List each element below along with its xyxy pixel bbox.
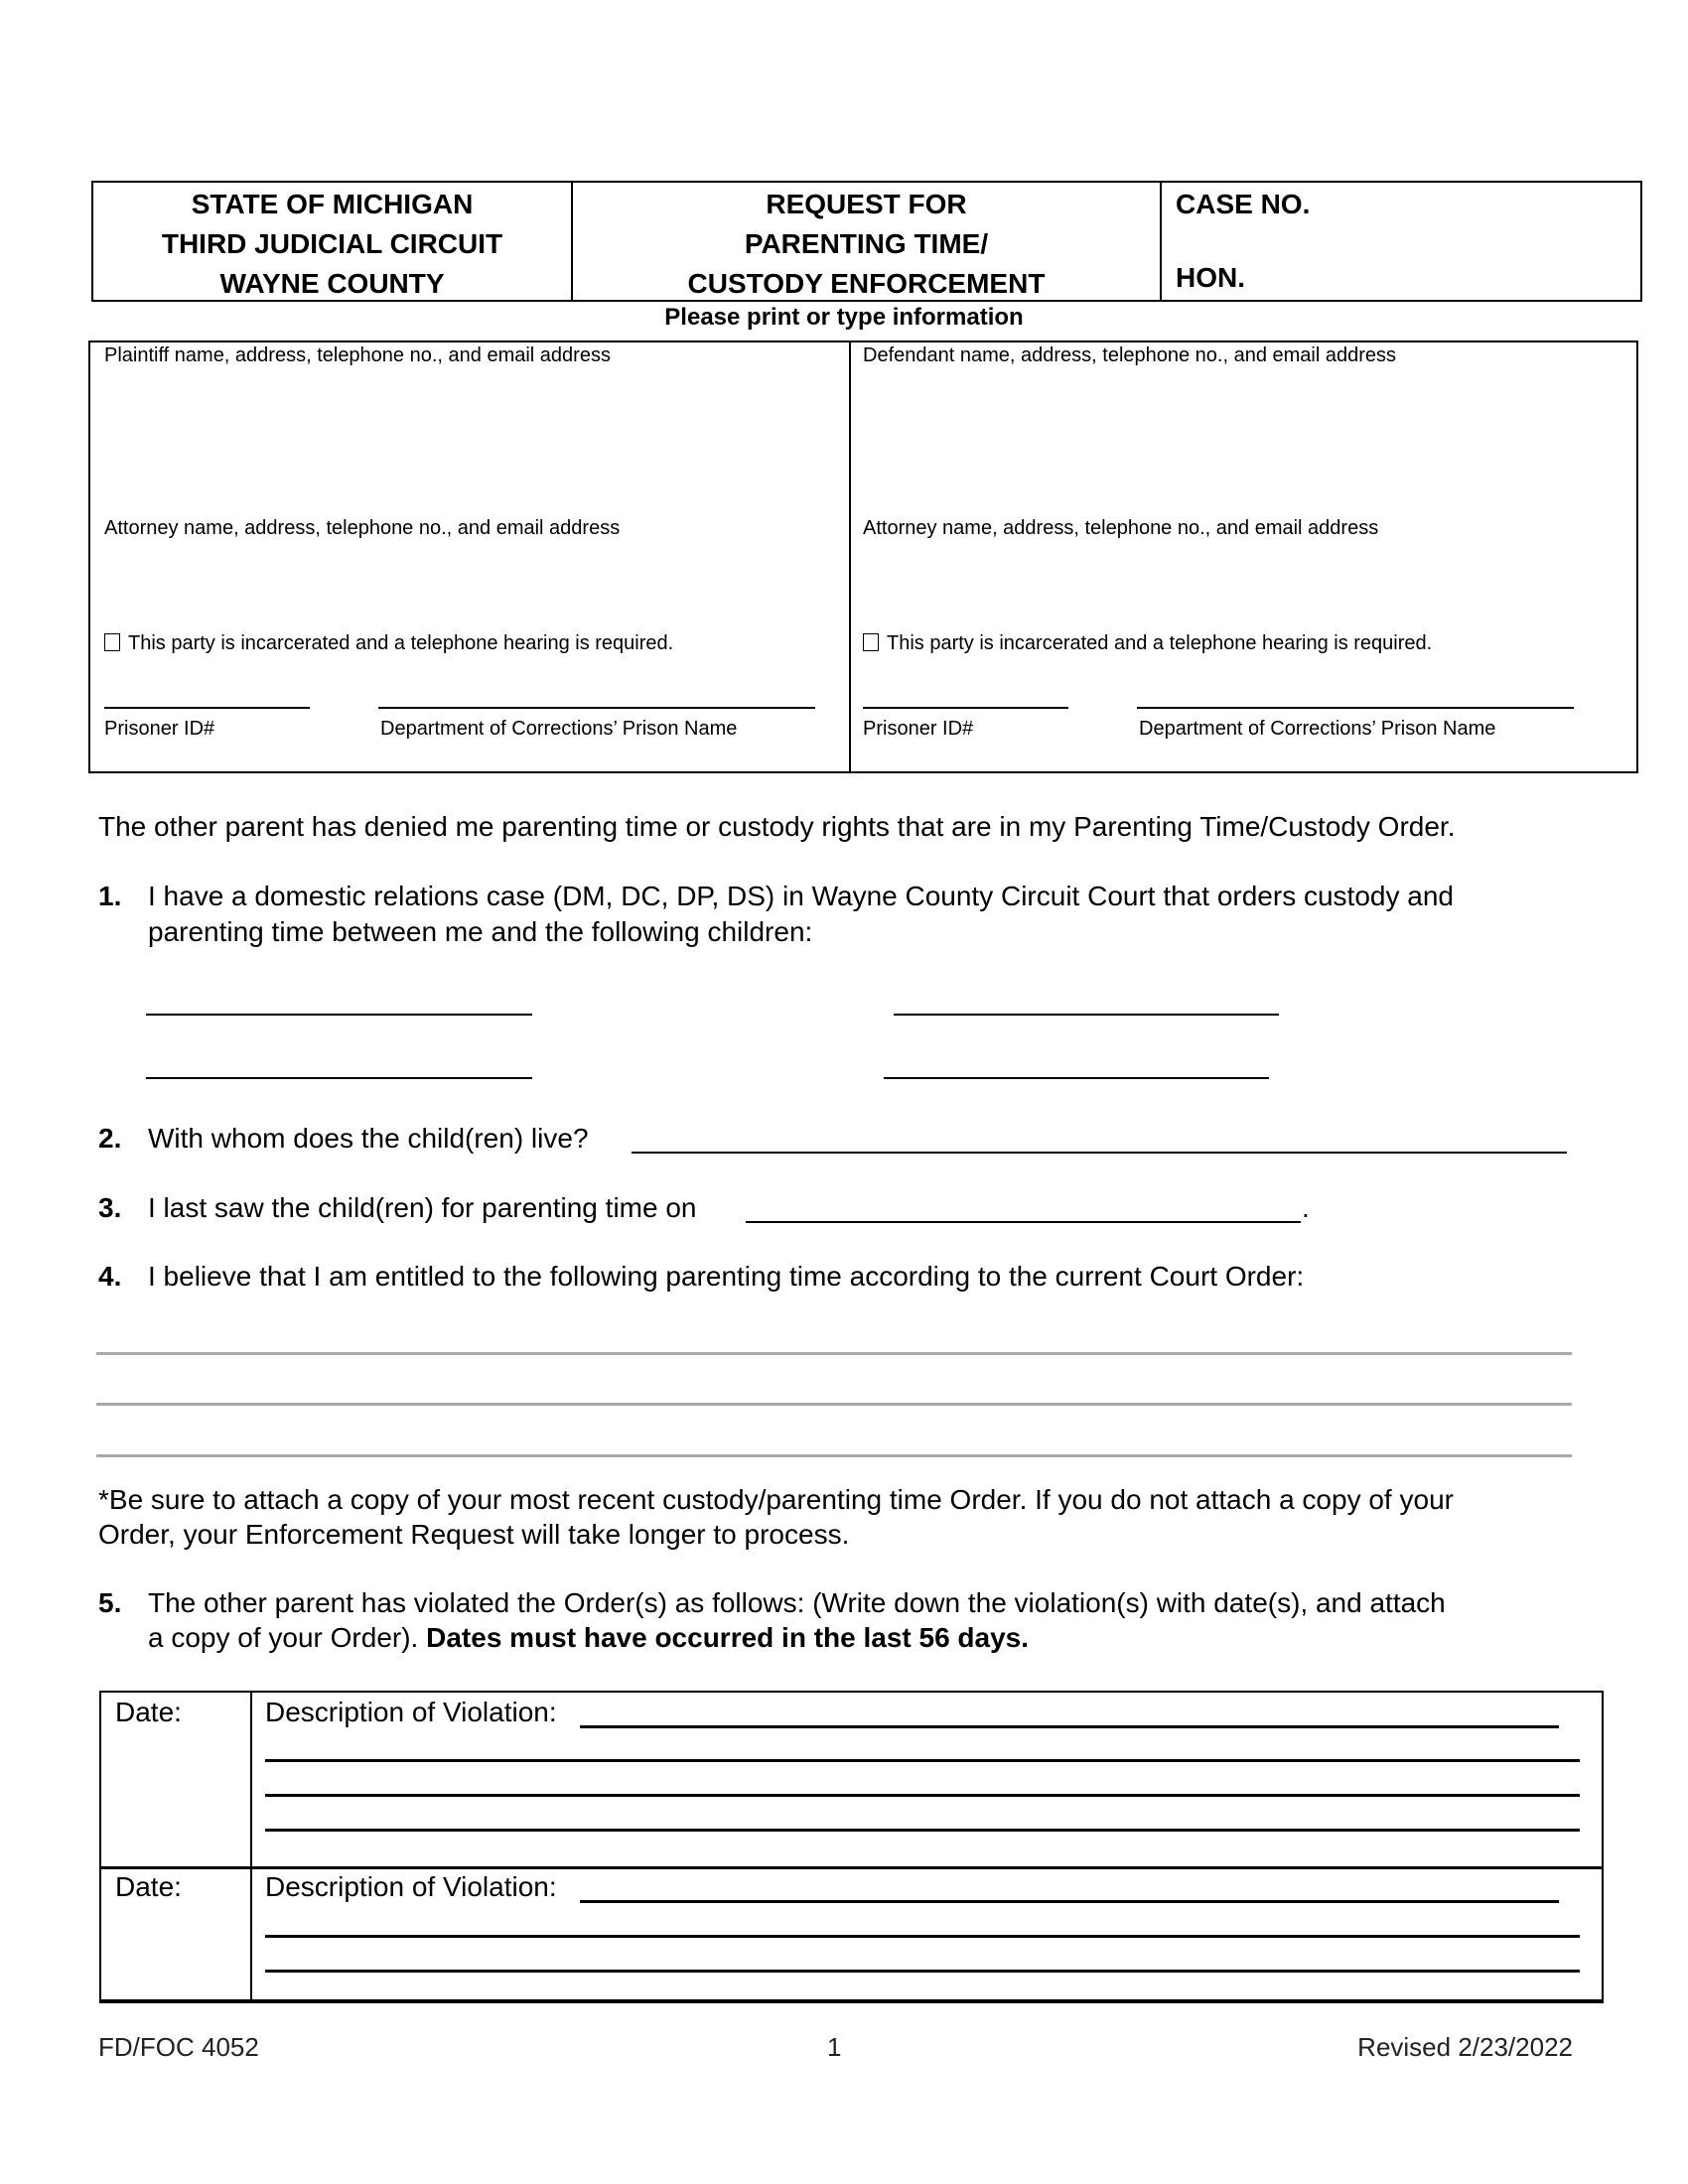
prison-name-line[interactable] [1137, 707, 1574, 709]
description-line[interactable] [265, 1829, 1580, 1832]
revised-date: Revised 2/23/2022 [1357, 2032, 1573, 2062]
checkbox-icon[interactable] [863, 633, 879, 651]
defendant-incarcerated-checkbox[interactable] [863, 632, 1432, 655]
violation-row [101, 1693, 1602, 1869]
prisoner-id-line[interactable] [104, 707, 310, 709]
item-text: The other parent has violated the Order(s) as follows: (Write down the violation(s) with date(s), and attach [148, 1587, 1446, 1618]
title-line: REQUEST FOR [766, 189, 967, 219]
prison-name-line[interactable] [378, 707, 815, 709]
plaintiff-incarcerated-checkbox[interactable] [104, 632, 673, 655]
prisoner-id-line[interactable] [863, 707, 1068, 709]
item-text: I believe that I am entitled to the following parenting time according to the current Court Order: [148, 1261, 1305, 1292]
prisoner-id-label: Prisoner ID# [104, 718, 215, 740]
checkbox-label: This party is incarcerated and a telephone hearing is required. [887, 632, 1433, 654]
item-text: I last saw the child(ren) for parenting time on [148, 1192, 697, 1223]
checkbox-icon[interactable] [104, 633, 120, 651]
judge-label: HON. [1176, 262, 1245, 293]
caption-header [91, 181, 1642, 302]
entitlement-line[interactable] [96, 1352, 1572, 1355]
defendant-attorney-field[interactable]: Attorney name, address, telephone no., and email address [863, 517, 1379, 539]
item-3 [98, 1190, 696, 1226]
item-4 [98, 1259, 1304, 1295]
description-line[interactable] [265, 1935, 1580, 1938]
case-no-label: CASE NO. [1176, 189, 1311, 219]
item-number: 1. [98, 881, 122, 911]
item-text: parenting time between me and the following children: [148, 916, 813, 947]
party-box [88, 341, 1638, 773]
form-id: FD/FOC 4052 [98, 2032, 259, 2062]
item-text: a copy of your Order). [148, 1622, 419, 1653]
description-line[interactable] [265, 1759, 1580, 1762]
item-2 [98, 1121, 589, 1157]
child-lives-with-line[interactable] [632, 1152, 1567, 1154]
description-label: Description of Violation: [265, 1697, 557, 1727]
child-name-line[interactable] [146, 1077, 532, 1079]
item-5 [98, 1585, 1446, 1621]
prison-name-label: Department of Corrections’ Prison Name [1139, 718, 1496, 740]
item-number: 3. [98, 1192, 122, 1223]
period: . [1302, 1192, 1310, 1223]
court-line: STATE OF MICHIGAN [191, 189, 474, 219]
item-text: With whom does the child(ren) live? [148, 1123, 589, 1154]
entitlement-line[interactable] [96, 1403, 1572, 1406]
page-number: 1 [827, 2032, 842, 2062]
description-line[interactable] [265, 1970, 1580, 1973]
prison-name-label: Department of Corrections’ Prison Name [380, 718, 738, 740]
child-name-line[interactable] [894, 1014, 1279, 1016]
last-saw-date-line[interactable] [746, 1221, 1301, 1223]
checkbox-label: This party is incarcerated and a telephone hearing is required. [128, 632, 674, 654]
item-number: 4. [98, 1261, 122, 1292]
intro-text: The other parent has denied me parenting time or custody rights that are in my Parenting Time/Custody Order. [98, 811, 1456, 842]
date-label[interactable]: Date: [115, 1871, 182, 1902]
child-name-line[interactable] [884, 1077, 1269, 1079]
court-line: WAYNE COUNTY [219, 268, 445, 299]
deadline-text: Dates must have occurred in the last 56 days. [426, 1622, 1030, 1653]
entitlement-line[interactable] [96, 1454, 1572, 1457]
court-line: THIRD JUDICIAL CIRCUIT [161, 228, 503, 259]
description-line[interactable] [580, 1900, 1559, 1903]
child-name-line[interactable] [146, 1014, 532, 1016]
title-line: PARENTING TIME/ [744, 228, 989, 259]
defendant-field[interactable]: Defendant name, address, telephone no., and email address [863, 344, 1397, 366]
form-title [573, 183, 1162, 300]
violations-table [99, 1691, 1604, 2003]
instruction: Please print or type information [664, 304, 1024, 331]
description-line[interactable] [580, 1725, 1559, 1728]
plaintiff-field[interactable]: Plaintiff name, address, telephone no., and email address [104, 344, 611, 366]
item-number: 5. [98, 1587, 122, 1618]
court-name [93, 183, 573, 300]
item-1 [98, 879, 1454, 914]
description-label: Description of Violation: [265, 1871, 557, 1902]
note-text: *Be sure to attach a copy of your most recent custody/parenting time Order. If you do not attach a copy of your [98, 1484, 1454, 1515]
date-label[interactable]: Date: [115, 1697, 182, 1727]
item-number: 2. [98, 1123, 122, 1154]
violation-row [101, 1869, 1602, 1998]
plaintiff-attorney-field[interactable]: Attorney name, address, telephone no., and email address [104, 517, 621, 539]
divider [849, 342, 851, 771]
prisoner-id-label: Prisoner ID# [863, 718, 974, 740]
description-line[interactable] [265, 1794, 1580, 1797]
case-info[interactable] [1162, 183, 1640, 300]
title-line: CUSTODY ENFORCEMENT [687, 268, 1046, 299]
item-text: I have a domestic relations case (DM, DC, DP, DS) in Wayne County Circuit Court that orders custody and [148, 881, 1454, 911]
item-5-line2 [148, 1620, 1029, 1656]
note-text: Order, your Enforcement Request will take longer to process. [98, 1519, 850, 1550]
